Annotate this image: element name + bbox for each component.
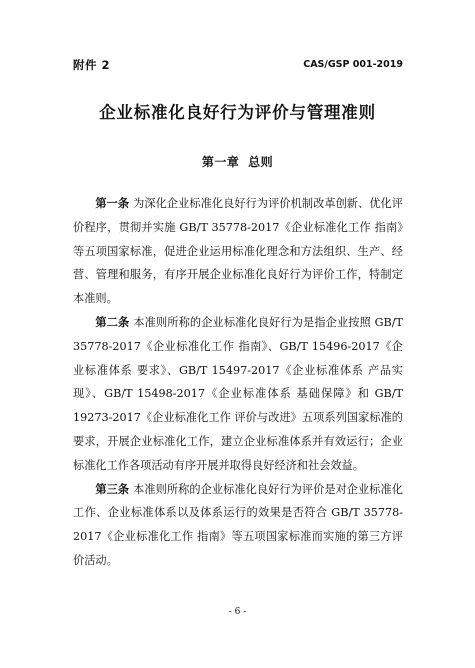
document-title: 企业标准化良好行为评价与管理准则 [99,103,376,122]
article-1 [73,192,403,311]
article-2-text: 本准则所称的企业标准化良好行为是指企业按照 GB/T 35778-2017《企业标准化工作 指南》、GB/T 15496-2017《企业标准体系 要求》、GB/T 15497-2017《企业标准体系 产品实现》、GB/T 15498-2017《企业标准体系 基础保障》和 GB/T 19273-2017《企业标准化工作 评价与改进》五项系列国家标准的要求，开展企业标准化工作，建立企业标准体系并有效运行；企业标准化工作各项活动有序开展并取得良好经济和社会效益。 [73,315,403,472]
article-1-text: 为深化企业标准化良好行为评价机制改革创新、优化评价程序，贯彻并实施 GB/T 35778-2017《企业标准化工作 指南》等五项国家标准，促进企业运用标准化理念和方法组织、生产、经营、管理和服务，有序开展企业标准化良好行为评价工作，特制定本准则。 [73,197,403,306]
article-2-label: 第二条 [95,314,130,329]
article-2 [73,311,403,478]
article-1-label: 第一条 [95,196,130,210]
article-3-text: 本准则所称的企业标准化良好行为评价是对企业标准化工作、企业标准体系以及体系运行的效果是否符合 GB/T 35778-2017《企业标准化工作 指南》等五项国家标准而实施的第三方评价活动。 [73,482,403,567]
attachment-label: 附件 2 [73,58,111,72]
page-number: - 6 - [228,607,247,617]
chapter-heading: 第一章 总则 [201,155,274,169]
article-3 [73,478,403,573]
article-3-label: 第三条 [95,481,130,496]
document-code: CAS/GSP 001-2019 [303,59,403,70]
document-body [73,192,403,573]
